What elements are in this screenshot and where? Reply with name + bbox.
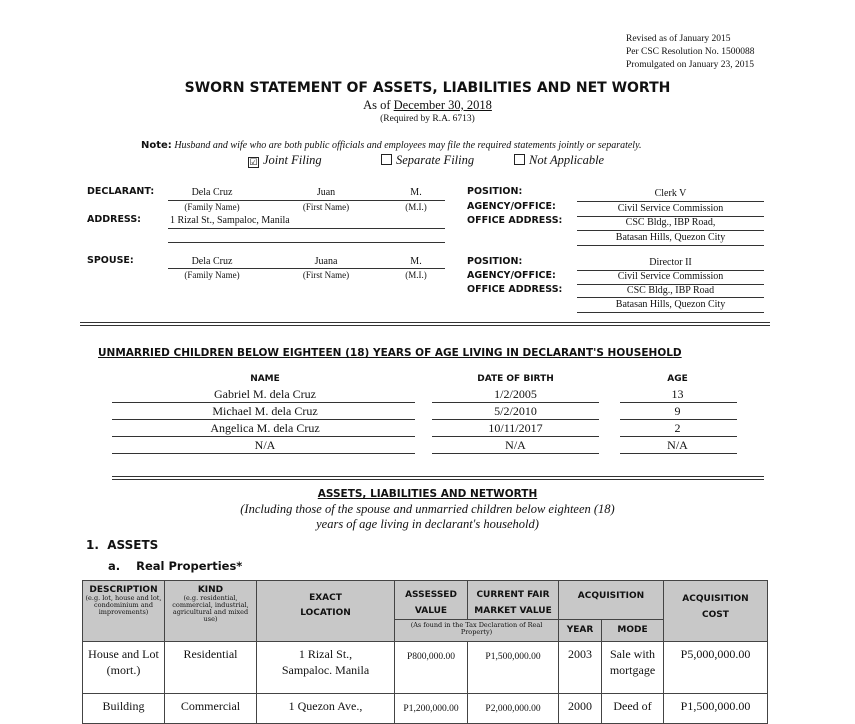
as-of-line <box>0 98 855 113</box>
spouse-office-line-1: CSC Bldg., IBP Road <box>626 285 715 296</box>
spouse-first-name: Juana <box>314 256 338 267</box>
cell-mode <box>602 694 664 724</box>
col-age-header: AGE <box>667 374 688 384</box>
cell-text: P2,000,000.00 <box>485 704 541 714</box>
location-header <box>257 581 395 642</box>
cell-text: Deed of <box>613 699 652 713</box>
cell-text: Residential <box>183 647 238 661</box>
value-note: (As found in the Tax Declaration of Real Property) <box>410 621 543 636</box>
cell-text: P800,000.00 <box>406 652 456 662</box>
option-separate-filing[interactable] <box>381 153 474 168</box>
required-note: (Required by R.A. 6713) <box>380 114 475 124</box>
cell-description <box>83 694 165 724</box>
family-name-caption: (Family Name) <box>184 270 240 280</box>
child-age: 13 <box>671 387 684 401</box>
child-age: 9 <box>674 404 681 418</box>
year-header-label: YEAR <box>566 625 594 635</box>
year-header <box>559 620 602 642</box>
child-dob: 5/2/2010 <box>494 404 537 418</box>
child-dob: 1/2/2005 <box>494 387 537 401</box>
real-properties-table <box>82 580 768 724</box>
assets-heading: 1. ASSETS <box>86 538 159 552</box>
value-note-header <box>395 620 559 642</box>
child-name: Gabriel M. dela Cruz <box>214 387 316 401</box>
cell-fair <box>468 642 559 694</box>
alnw-subtitle-2: years of age living in declarant's household) <box>316 517 539 531</box>
assessed-header-label: ASSESSED VALUE <box>405 590 457 616</box>
real-properties-heading: a. Real Properties* <box>108 559 243 573</box>
option-not-applicable[interactable] <box>514 153 604 168</box>
col-dob-header: DATE OF BIRTH <box>477 374 554 384</box>
fair-header-label: CURRENT FAIR MARKET VALUE <box>474 590 552 616</box>
assessed-value-header <box>395 581 468 620</box>
location-header-label: EXACT LOCATION <box>300 593 351 618</box>
revision-line-2: Per CSC Resolution No. 1500088 <box>626 47 755 57</box>
description-header <box>83 581 165 642</box>
cell-text: P1,200,000.00 <box>403 704 459 714</box>
office-address-label: OFFICE ADDRESS: <box>467 215 563 226</box>
cell-text: 2000 <box>568 699 592 713</box>
child-name: Michael M. dela Cruz <box>212 404 318 418</box>
declarant-office-line-1: CSC Bldg., IBP Road, <box>625 217 716 228</box>
option-label: Separate Filing <box>396 153 475 167</box>
acquisition-cost-header <box>664 581 768 642</box>
checkbox-icon[interactable] <box>514 154 525 165</box>
cell-kind <box>165 642 257 694</box>
revision-line-3: Promulgated on January 23, 2015 <box>626 60 754 70</box>
agency-label: AGENCY/OFFICE: <box>467 270 556 281</box>
checkbox-icon[interactable] <box>381 154 392 165</box>
first-name-caption: (First Name) <box>302 270 350 280</box>
cell-text: Commercial <box>180 699 241 713</box>
cell-location <box>257 642 395 694</box>
table-row <box>83 694 768 724</box>
col-name-header: NAME <box>250 374 280 384</box>
acquisition-header-label: ACQUISITION <box>577 591 645 601</box>
spouse-office-line-2: Batasan Hills, Quezon City <box>615 299 726 310</box>
cell-cost <box>664 694 768 724</box>
mi-caption: (M.I.) <box>405 202 427 212</box>
kind-header-label: KIND <box>197 585 224 595</box>
option-label: Joint Filing <box>263 153 322 167</box>
option-label: Not Applicable <box>529 153 605 167</box>
child-dob: 10/11/2017 <box>488 421 543 435</box>
position-label: POSITION: <box>467 186 523 197</box>
mode-header <box>602 620 664 642</box>
cell-text: 1 Rizal St., Sampaloc. Manila <box>281 647 370 677</box>
declarant-position: Clerk V <box>654 188 687 199</box>
revision-line-1: Revised as of January 2015 <box>626 34 731 44</box>
position-label: POSITION: <box>467 256 523 267</box>
cell-text: P1,500,000.00 <box>485 652 541 662</box>
cell-assessed <box>395 694 468 724</box>
cell-text: P1,500,000.00 <box>680 699 751 713</box>
child-name: N/A <box>254 438 276 452</box>
note-text: Husband and wife who are both public officials and employees may file the required statements jointly or separately. <box>174 140 642 151</box>
first-name-caption: (First Name) <box>302 202 350 212</box>
page-title: SWORN STATEMENT OF ASSETS, LIABILITIES AND NET WORTH <box>184 80 671 96</box>
cell-text: P5,000,000.00 <box>680 647 751 661</box>
spouse-family-name: Dela Cruz <box>191 256 233 267</box>
cell-text: 2003 <box>568 647 592 661</box>
child-dob: N/A <box>505 438 526 452</box>
declarant-address: 1 Rizal St., Sampaloc, Manila <box>170 215 290 226</box>
as-of-date: December 30, 2018 <box>393 98 492 112</box>
checked-box-icon[interactable]: ☑ <box>249 157 258 167</box>
declarant-mi: M. <box>410 187 422 198</box>
spouse-position: Director II <box>649 257 692 268</box>
cell-text: House and Lot (mort.) <box>88 647 159 677</box>
description-header-label: DESCRIPTION <box>89 585 158 595</box>
declarant-agency: Civil Service Commission <box>617 203 724 214</box>
mi-caption: (M.I.) <box>405 270 427 280</box>
kind-header <box>165 581 257 642</box>
cell-fair <box>468 694 559 724</box>
cell-text: Building <box>102 699 145 713</box>
spouse-agency: Civil Service Commission <box>617 271 724 282</box>
spouse-label: SPOUSE: <box>87 255 134 266</box>
declarant-first-name: Juan <box>316 187 336 198</box>
children-section-title: UNMARRIED CHILDREN BELOW EIGHTEEN (18) YEARS OF AGE LIVING IN DECLARANT'S HOUSEHOLD <box>98 347 682 359</box>
declarant-office-line-2: Batasan Hills, Quezon City <box>615 232 726 243</box>
cell-location <box>257 694 395 724</box>
cost-header-label: ACQUISITION COST <box>682 594 749 620</box>
address-label: ADDRESS: <box>87 214 141 225</box>
child-age: N/A <box>667 438 688 452</box>
declarant-family-name: Dela Cruz <box>191 187 233 198</box>
option-joint-filing[interactable] <box>248 153 322 168</box>
cell-assessed <box>395 642 468 694</box>
alnw-title: ASSETS, LIABILITIES AND NETWORTH <box>317 488 538 500</box>
cell-cost <box>664 642 768 694</box>
as-of-label: As of <box>363 98 391 112</box>
cell-kind <box>165 694 257 724</box>
spouse-mi: M. <box>410 256 422 267</box>
cell-year <box>559 642 602 694</box>
mode-header-label: MODE <box>617 625 648 635</box>
cell-description <box>83 642 165 694</box>
child-age: 2 <box>674 421 681 435</box>
filing-note <box>141 140 641 151</box>
cell-text: 1 Quezon Ave., <box>288 699 363 713</box>
cell-mode <box>602 642 664 694</box>
agency-label: AGENCY/OFFICE: <box>467 201 556 212</box>
fair-market-value-header <box>468 581 559 620</box>
cell-year <box>559 694 602 724</box>
child-name: Angelica M. dela Cruz <box>210 421 320 435</box>
office-address-label: OFFICE ADDRESS: <box>467 284 563 295</box>
declarant-label: DECLARANT: <box>87 186 155 197</box>
note-label: Note: <box>141 140 172 151</box>
acquisition-header <box>559 581 664 620</box>
description-header-sub: (e.g. lot, house and lot, condominium and improvements) <box>85 594 162 616</box>
cell-text: Sale with mortgage <box>609 647 656 677</box>
family-name-caption: (Family Name) <box>184 202 240 212</box>
alnw-subtitle-1: (Including those of the spouse and unmarried children below eighteen (18) <box>240 502 615 516</box>
kind-header-sub: (e.g. residential, commercial, industrial, agricultural and mixed use) <box>172 594 249 623</box>
table-row <box>83 642 768 694</box>
